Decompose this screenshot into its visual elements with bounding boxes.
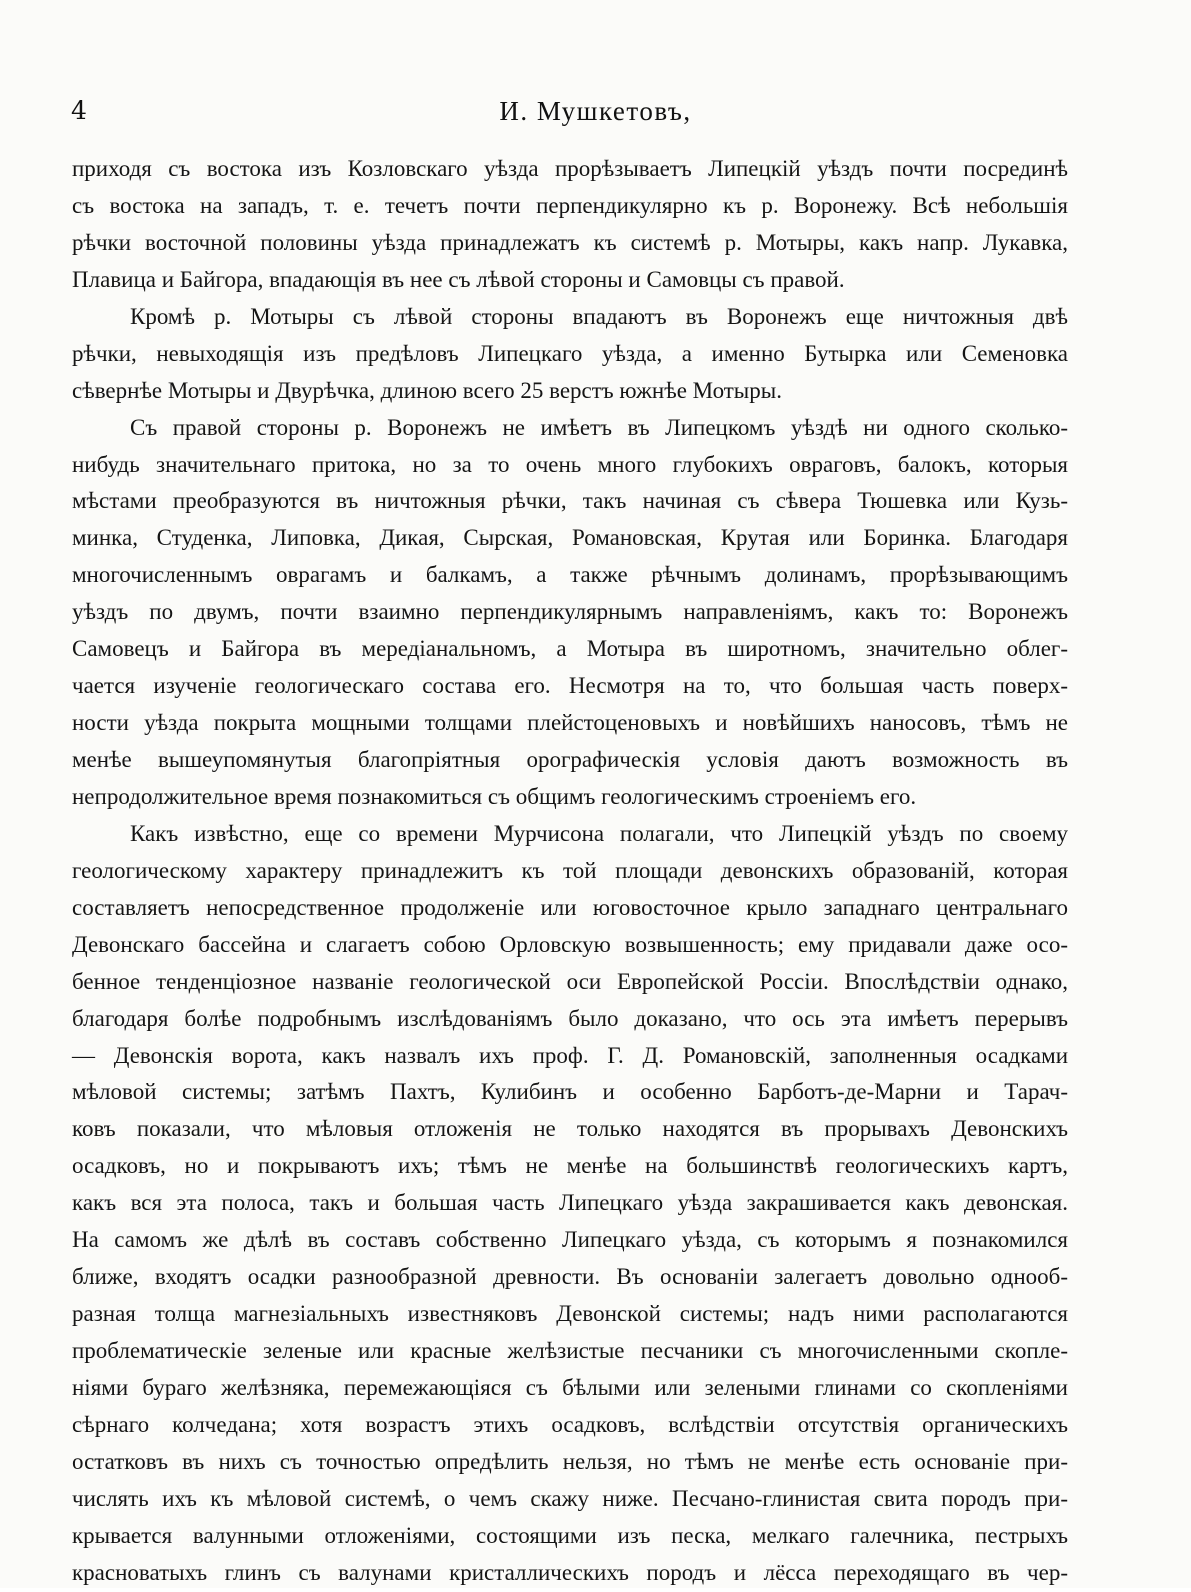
text-line: ковъ показали, что мѣловыя отложенія не только находятся въ прорывахъ Девонскихъ	[72, 1116, 1068, 1142]
text-line: непродолжительное время познакомиться съ общимъ геологическимъ строеніемъ его.	[72, 783, 917, 809]
text-line: сѣвернѣе Мотыры и Двурѣчка, длиною всего 25 верстъ южнѣе Мотыры.	[72, 377, 782, 403]
text-line: менѣе вышеупомянутыя благопріятныя орографическія условія даютъ возможность въ	[72, 747, 1068, 772]
text-line: разная толща магнезіальныхъ известняковъ Девонской системы; надъ ними располагаются	[72, 1301, 1068, 1327]
text-line: проблематическіе зеленые или красные желѣзистые песчаники съ многочисленными скопле-	[72, 1338, 1068, 1363]
text-line: рѣчки, невыходящія изъ предѣловъ Липецкаго уѣзда, а именно Бутырка или Семеновка	[72, 340, 1068, 366]
paragraph-1	[72, 151, 1068, 299]
text-line: Съ правой стороны р. Воронежъ не имѣетъ въ Липецкомъ уѣздѣ ни одного сколько-	[130, 414, 1068, 440]
text-line: чается изученіе геологическаго состава его. Несмотря на то, что большая часть поверх-	[72, 673, 1068, 699]
text-line: Самовецъ и Байгора въ мередіанальномъ, а Мотыра въ широтномъ, значительно облег-	[72, 636, 1068, 662]
text-line: уѣздъ по двумъ, почти взаимно перпендикулярнымъ направленіямъ, какъ то: Воронежъ	[72, 599, 1068, 625]
text-line: нибудь значительнаго притока, но за то очень много глубокихъ овраговъ, балокъ, которыя	[72, 451, 1068, 477]
paragraph-4	[72, 816, 1068, 1592]
text-line: ности уѣзда покрыта мощными толщами плейстоценовыхъ и новѣйшихъ наносовъ, тѣмъ не	[72, 710, 1068, 736]
text-line: многочисленнымъ оврагамъ и балкамъ, а также рѣчнымъ долинамъ, прорѣзывающимъ	[72, 562, 1068, 588]
text-line: На самомъ же дѣлѣ въ составъ собственно Липецкаго уѣзда, съ которымъ я познакомился	[72, 1227, 1068, 1253]
text-line: составляетъ непосредственное продолженіе или юговосточное крыло западнаго центральнаго	[72, 894, 1068, 920]
text-line: съ востока на западъ, т. е. течетъ почти перпендикулярно къ р. Воронежу. Всѣ небольшія	[72, 192, 1068, 218]
text-line: какъ вся эта полоса, такъ и большая часть Липецкаго уѣзда закрашивается какъ девонская.	[72, 1190, 1068, 1216]
text-line: бенное тенденціозное названіе геологической оси Европейской Россіи. Впослѣдствіи однако,	[72, 968, 1068, 994]
paragraph-3	[72, 410, 1068, 816]
text-line: ближе, входятъ осадки разнообразной древности. Въ основаніи залегаетъ довольно однооб-	[72, 1264, 1068, 1290]
text-line: Кромѣ р. Мотыры съ лѣвой стороны впадаютъ въ Воронежъ еще ничтожныя двѣ	[130, 303, 1068, 329]
text-line: крывается валунными отложеніями, состоящими изъ песка, мелкаго галечника, пестрыхъ	[72, 1522, 1068, 1548]
text-line: Какъ извѣстно, еще со времени Мурчисона полагали, что Липецкій уѣздъ по своему	[130, 820, 1068, 846]
text-line: приходя съ востока изъ Козловскаго уѣзда прорѣзываетъ Липецкій уѣздъ почти посрединѣ	[72, 156, 1068, 181]
text-line: сѣрнаго колчедана; хотя возрастъ этихъ осадковъ, вслѣдствіи отсутствія органическихъ	[72, 1411, 1068, 1437]
running-title: И. Мушкетовъ,	[499, 96, 692, 126]
text-line: Плавица и Байгора, впадающія въ нее съ лѣвой стороны и Самовцы съ правой.	[72, 266, 845, 292]
text-line: числять ихъ къ мѣловой системѣ, о чемъ скажу ниже. Песчано-глинистая свита породъ при-	[72, 1485, 1068, 1511]
page-number: 4	[71, 96, 87, 125]
text-line: благодаря болѣе подробнымъ изслѣдованіямъ было доказано, что ось эта имѣетъ перерывъ	[72, 1005, 1068, 1031]
body-text	[72, 151, 1068, 1592]
text-line: остатковъ въ нихъ съ точностью опредѣлить нельзя, но тѣмъ не менѣе есть основаніе при-	[72, 1448, 1068, 1474]
text-line: красноватыхъ глинъ съ валунами кристаллическихъ породъ и лёсса переходящаго въ чер-	[72, 1559, 1068, 1585]
text-line: — Девонскія ворота, какъ назвалъ ихъ проф. Г. Д. Романовскій, заполненныя осадками	[72, 1042, 1068, 1068]
text-line: Девонскаго бассейна и слагаетъ собою Орловскую возвышенность; ему придавали даже осо-	[72, 931, 1068, 957]
text-line: геологическому характеру принадлежитъ къ той площади девонскихъ образованій, которая	[72, 857, 1068, 883]
text-line: мѣстами преобразуются въ ничтожныя рѣчки, такъ начиная съ сѣвера Тюшевка или Кузь-	[72, 488, 1068, 514]
text-line: минка, Студенка, Липовка, Дикая, Сырская, Романовская, Крутая или Боринка. Благодаря	[72, 525, 1068, 551]
paragraph-2	[72, 299, 1068, 410]
text-line: рѣчки восточной половины уѣзда принадлежатъ къ системѣ р. Мотыры, какъ напр. Лукавка,	[72, 229, 1068, 255]
text-line: мѣловой системы; затѣмъ Пахтъ, Кулибинъ и особенно Барботъ-де-Марни и Тарач-	[72, 1079, 1068, 1105]
text-line: ніями бураго желѣзняка, перемежающіяся съ бѣлыми или зелеными глинами со скопленіями	[72, 1374, 1068, 1400]
text-line: осадковъ, но и покрываютъ ихъ; тѣмъ не менѣе на большинствѣ геологическихъ картъ,	[72, 1153, 1068, 1179]
